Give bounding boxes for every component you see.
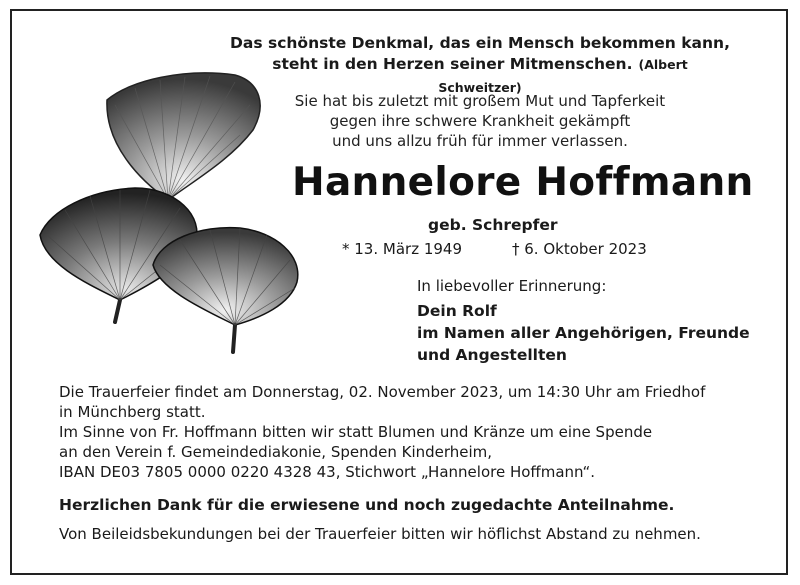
signers	[417, 300, 750, 366]
info-line: IBAN DE03 7805 0000 0220 4328 43, Stichwort „Hannelore Hoffmann“.	[59, 463, 596, 481]
quote-text: steht in den Herzen seiner Mitmenschen.	[272, 55, 633, 73]
death-date: † 6. Oktober 2023	[512, 240, 647, 258]
memory-line: In liebevoller Erinnerung:	[417, 277, 607, 295]
intro-line: gegen ihre schwere Krankheit gekämpft	[329, 112, 631, 130]
condolence-note: Von Beileidsbekundungen bei der Trauerfeier bitten wir höflichst Abstand zu nehmen.	[59, 525, 701, 543]
deceased-name: Hannelore Hoffmann	[292, 160, 754, 205]
ginkgo-leaf-right	[153, 228, 298, 352]
ginkgo-leaves-icon	[35, 60, 310, 360]
info-line: Die Trauerfeier findet am Donnerstag, 02. November 2023, um 14:30 Uhr am Friedhof	[59, 383, 706, 401]
info-line: in Münchberg statt.	[59, 403, 206, 421]
signer-line: Dein Rolf	[417, 302, 497, 320]
signer-line: und Angestellten	[417, 346, 567, 364]
signer-line: im Namen aller Angehörigen, Freunde	[417, 324, 750, 342]
intro-line: und uns allzu früh für immer verlassen.	[332, 132, 628, 150]
thanks-line: Herzlichen Dank für die erwiesene und noch zugedachte Anteilnahme.	[59, 496, 675, 514]
maiden-name: geb. Schrepfer	[428, 216, 558, 234]
info-line: an den Verein f. Gemeindediakonie, Spenden Kinderheim,	[59, 443, 493, 461]
info-line: Im Sinne von Fr. Hoffmann bitten wir statt Blumen und Kränze um eine Spende	[59, 423, 653, 441]
funeral-info	[59, 382, 705, 482]
birth-date: * 13. März 1949	[342, 240, 463, 258]
intro-line: Sie hat bis zuletzt mit großem Mut und Tapferkeit	[294, 92, 666, 110]
intro-text	[270, 91, 690, 151]
quote-author: (Albert Schweitzer)	[438, 57, 688, 95]
quote-line-1: Das schönste Denkmal, das ein Mensch bekommen kann,	[230, 34, 730, 52]
